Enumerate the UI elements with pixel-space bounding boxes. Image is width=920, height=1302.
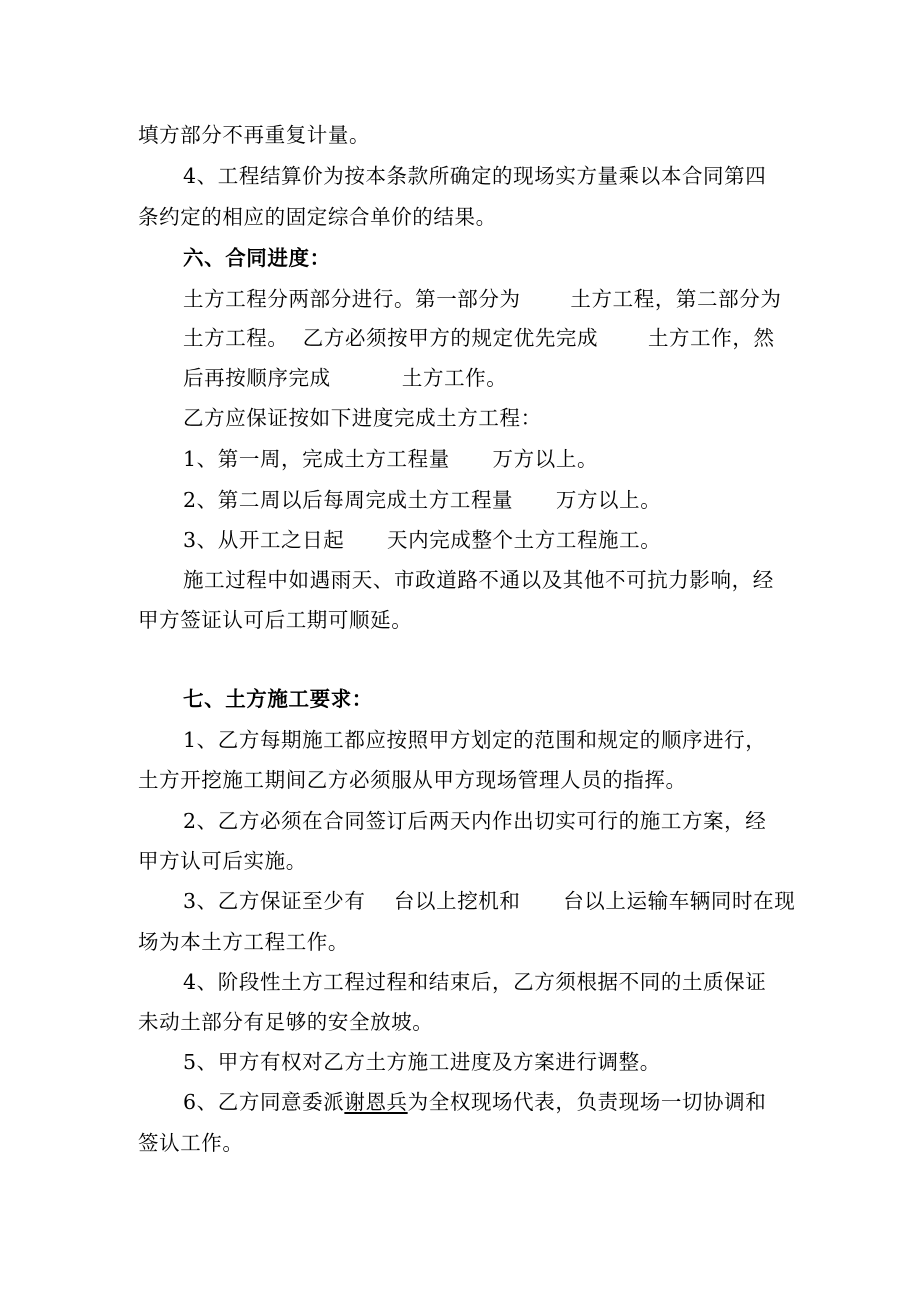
- text-segment: 6、乙方同意委派: [183, 1090, 345, 1114]
- text-segment: 为全权现场代表，负责现场一切协调和: [407, 1090, 767, 1114]
- representative-name: 谢恩兵: [344, 1090, 408, 1114]
- text-line: 土方工程。 乙方必须按甲方的规定优先完成 土方工作，然: [183, 326, 775, 350]
- text-line: 施工过程中如遇雨天、市政道路不通以及其他不可抗力影响，经: [183, 568, 774, 592]
- text-line: 3、乙方保证至少有 台以上挖机和 台以上运输车辆同时在现: [183, 889, 796, 913]
- text-line: 4、工程结算价为按本条款所确定的现场实方量乘以本合同第四: [183, 164, 767, 188]
- text-line: 1、乙方每期施工都应按照甲方划定的范围和规定的顺序进行，: [183, 728, 767, 752]
- text-line: 4、阶段性土方工程过程和结束后，乙方须根据不同的土质保证: [183, 970, 767, 994]
- text-line: 1、第一周，完成土方工程量 万方以上。: [183, 447, 599, 471]
- text-line: 土方开挖施工期间乙方必须服从甲方现场管理人员的指挥。: [138, 768, 687, 792]
- text-line: 3、从开工之日起 天内完成整个土方工程施工。: [183, 528, 662, 552]
- text-line: 条约定的相应的固定综合单价的结果。: [138, 205, 497, 229]
- text-line: 5、甲方有权对乙方土方施工进度及方案进行调整。: [183, 1050, 661, 1074]
- text-line: 2、第二周以后每周完成土方工程量 万方以上。: [183, 488, 662, 512]
- text-line: 土方工程分两部分进行。第一部分为 土方工程，第二部分为: [183, 287, 782, 311]
- text-line: 未动土部分有足够的安全放坡。: [138, 1010, 434, 1034]
- text-line: 填方部分不再重复计量。: [138, 123, 371, 147]
- section-heading: 六、合同进度：: [183, 246, 331, 270]
- text-line: 甲方签证认可后工期可顺延。: [138, 608, 413, 632]
- text-line: 后再按顺序完成 土方工作。: [183, 366, 508, 390]
- text-line: [183, 1089, 766, 1115]
- text-line: 甲方认可后实施。: [138, 849, 307, 873]
- section-heading: 七、土方施工要求：: [183, 687, 373, 711]
- text-line: 场为本土方工程工作。: [138, 930, 349, 954]
- text-line: 乙方应保证按如下进度完成土方工程：: [183, 406, 542, 430]
- text-line: 签认工作。: [138, 1131, 244, 1155]
- text-line: 2、乙方必须在合同签订后两天内作出切实可行的施工方案，经: [183, 809, 767, 833]
